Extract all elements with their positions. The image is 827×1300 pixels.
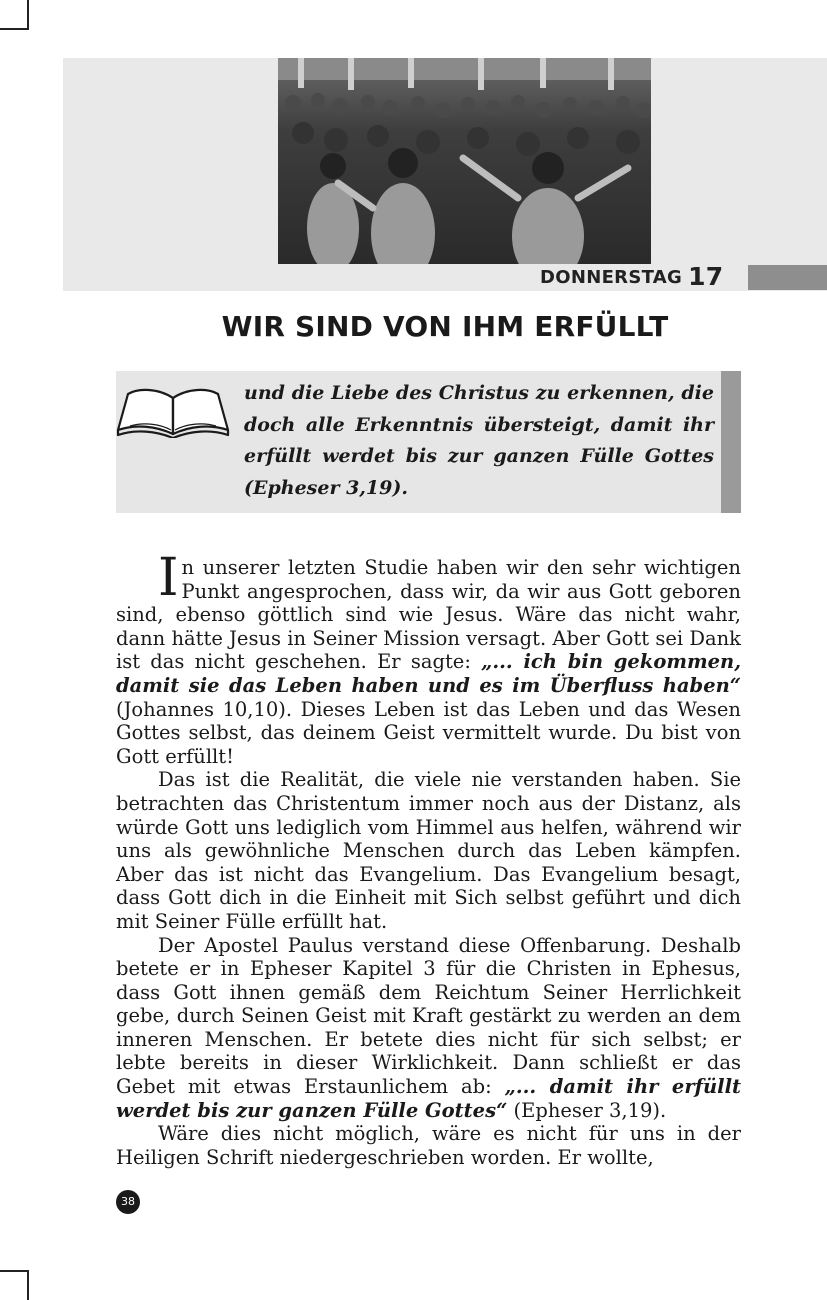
scripture-quote-john: „... ich bin gekommen, damit sie das Leben haben und es im Überfluss haben“ bbox=[116, 650, 741, 697]
page-title: WIR SIND VON IHM ERFÜLLT bbox=[221, 310, 669, 343]
verse-box-rule bbox=[721, 371, 741, 513]
day-name: DONNERSTAG bbox=[540, 267, 683, 288]
paragraph-4: Wäre dies nicht möglich, wäre es nicht für uns in der Heiligen Schrift niedergeschrieben worden. Er wollte, bbox=[116, 1122, 741, 1169]
paragraph-3-text: Der Apostel Paulus verstand diese Offenbarung. Deshalb betete er in Epheser Kapitel 3 für die Christen in Ephesus, dass Gott ihnen gemäß dem Reichtum Seiner Herrlichkeit gebe, durch Seinen Geist mit Kraft gestärkt zu werden an dem inneren Menschen. Er betete dies nicht für sich selbst; er lebte bereits in dieser Wirklichkeit. Dann schließt er das Gebet mit etwas Erstaunlichem ab: bbox=[116, 933, 741, 1099]
crop-mark-bottom-v bbox=[27, 1270, 29, 1300]
open-bible-icon bbox=[116, 386, 230, 438]
drop-cap: I bbox=[158, 548, 179, 608]
paragraph-1-text-end: (Johannes 10,10). Dieses Leben ist das Leben und das Wesen Gottes selbst, das deinem Geist vermittelt wurde. Du bist von Gott erfüllt! bbox=[116, 697, 741, 768]
paragraph-1-text: n unserer letzten Studie haben wir den sehr wichtigen Punkt angesprochen, dass wir, da wir aus Gott geboren sind, ebenso göttlich sind wie Jesus. Wäre das nicht wahr, dann hätte Jesus in Seiner Mission versagt. Aber Gott sei Dank ist das nicht geschehen. Er sagte: bbox=[116, 556, 741, 674]
paragraph-3 bbox=[116, 934, 741, 1123]
paragraph-1 bbox=[116, 548, 741, 768]
date-label bbox=[540, 263, 723, 291]
paragraph-2: Das ist die Realität, die viele nie verstanden haben. Sie betrachten das Christentum immer noch aus der Distanz, als würde Gott uns lediglich vom Himmel aus helfen, während wir uns als gewöhnliche Menschen durch das Leben kämpfen. Aber das ist nicht das Evangelium. Das Evangelium besagt, dass Gott dich in die Einheit mit Sich selbst geführt und dich mit Seiner Fülle erfüllt hat. bbox=[116, 768, 741, 933]
header-photo bbox=[278, 58, 651, 264]
date-accent-block bbox=[748, 265, 827, 290]
crop-mark-top-h bbox=[0, 28, 29, 30]
crop-mark-top-v bbox=[27, 0, 29, 30]
paragraph-3-text-end: (Epheser 3,19). bbox=[507, 1098, 667, 1122]
crop-mark-bottom-h bbox=[0, 1270, 29, 1272]
scripture-quote-ephesians: „... damit ihr erfüllt werdet bis zur ganzen Fülle Gottes“ bbox=[116, 1075, 741, 1122]
body-text bbox=[116, 548, 741, 1169]
page-number: 38 bbox=[116, 1190, 140, 1214]
day-number: 17 bbox=[688, 262, 724, 291]
verse-text: und die Liebe des Christus zu erkennen, die doch alle Erkenntnis übersteigt, damit ihr erfüllt werdet bis zur ganzen Fülle Gottes (Epheser 3,19). bbox=[244, 382, 714, 499]
